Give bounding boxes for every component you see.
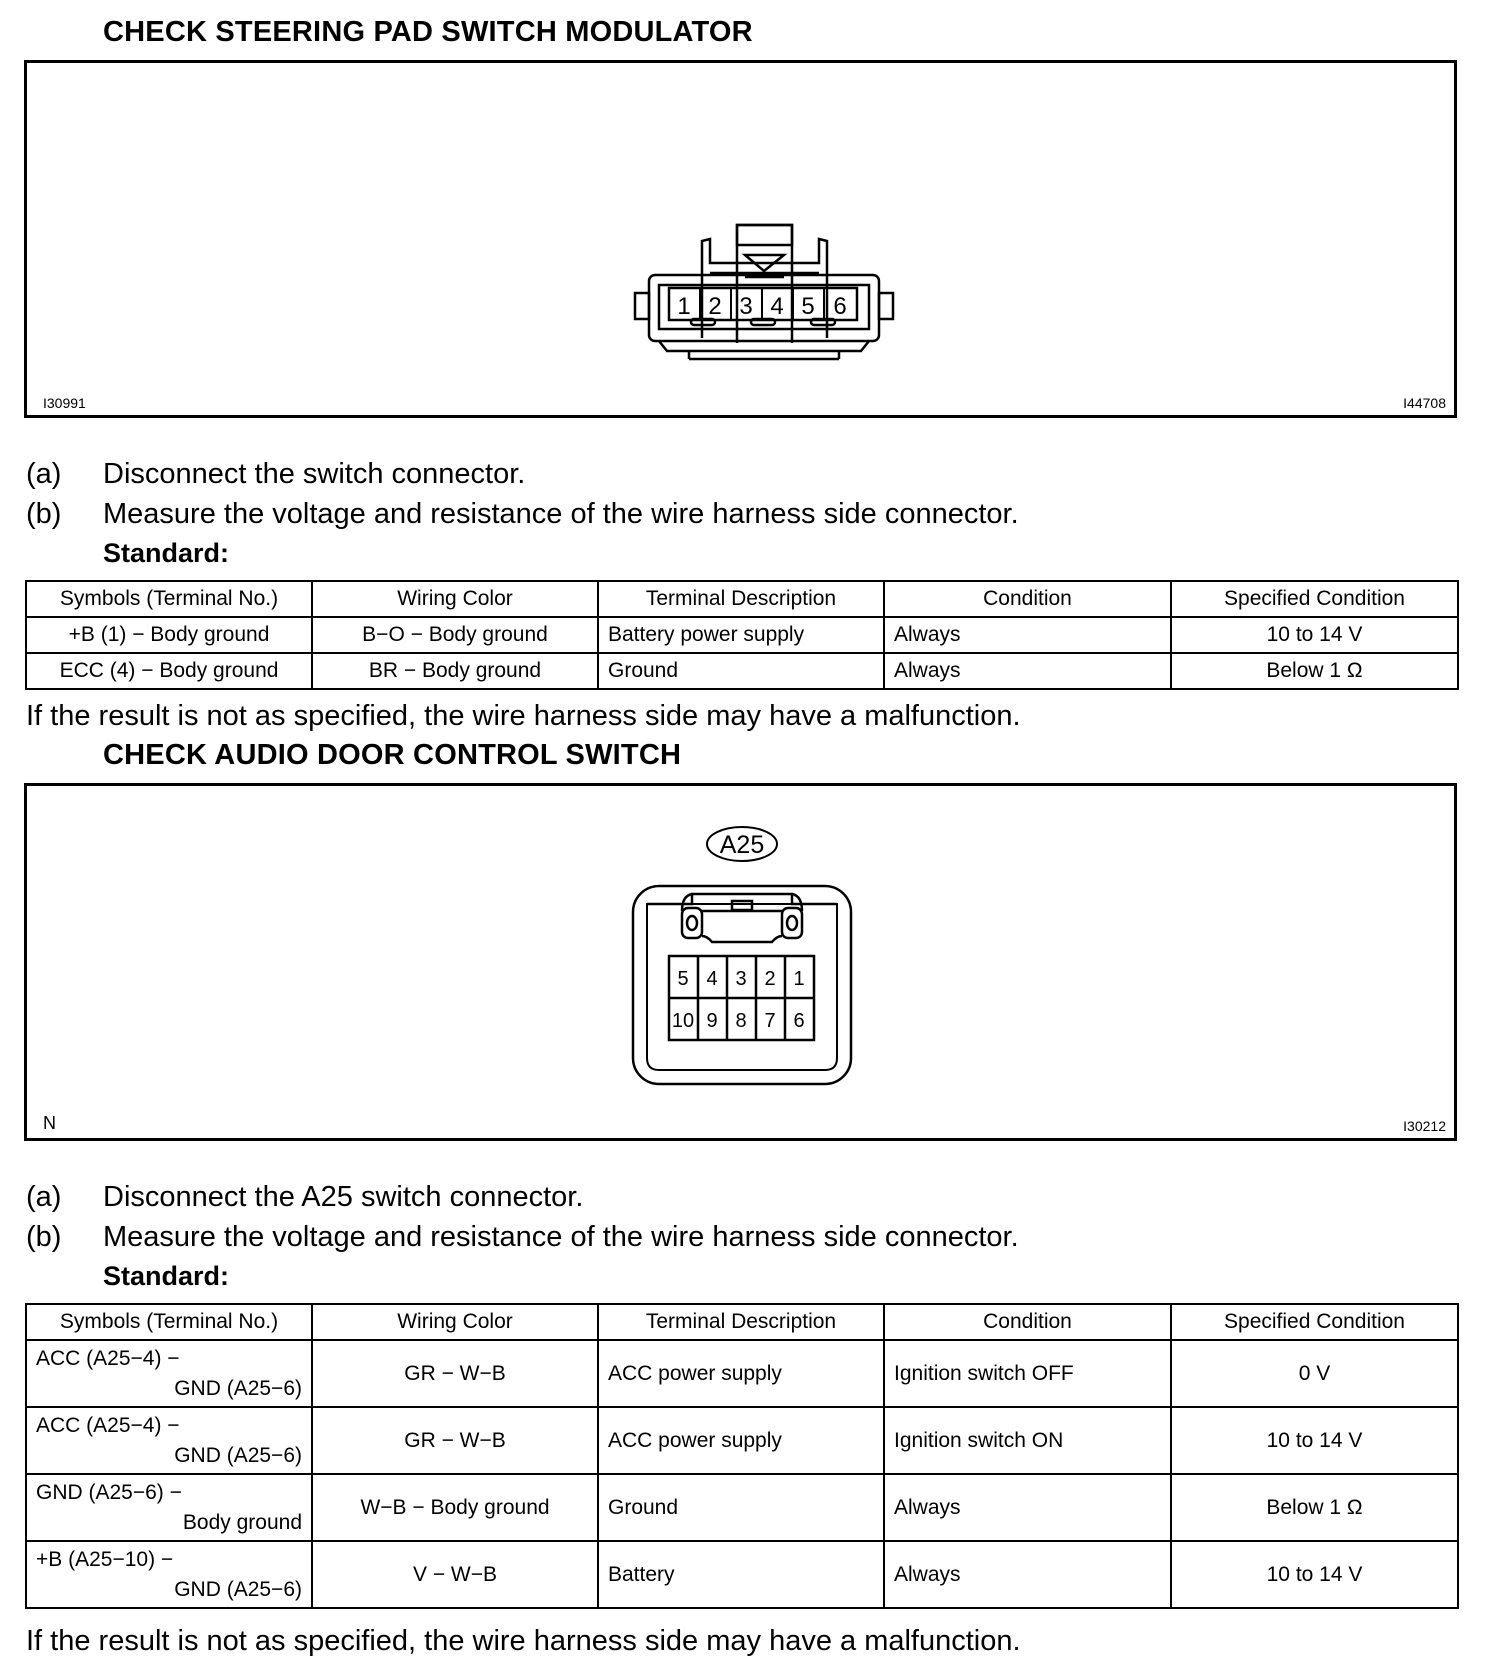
figure-id-left: N	[43, 1113, 56, 1133]
symbol-line-1: ACC (A25−4) −	[36, 1346, 180, 1370]
symbol-line-1: +B (A25−10) −	[36, 1547, 174, 1571]
pin-label: 6	[833, 293, 847, 320]
cell-description: Ground	[598, 1474, 884, 1541]
step-text: Disconnect the A25 switch connector.	[103, 1181, 584, 1213]
pin-label: 3	[739, 293, 753, 320]
connector-label: A25	[719, 831, 765, 859]
pin-label: 6	[793, 1010, 805, 1032]
cell-symbol: +B (1) − Body ground	[26, 617, 312, 653]
cell-symbol: ECC (4) − Body ground	[26, 653, 312, 689]
steering-pad-connector-figure	[24, 60, 1457, 418]
column-header: Condition	[884, 581, 1171, 617]
table-row	[26, 617, 1458, 653]
cell-condition: Always	[884, 1541, 1171, 1608]
step-a	[26, 1181, 583, 1214]
step-text: Measure the voltage and resistance of the wire harness side connector.	[103, 1221, 1019, 1253]
cell-symbol	[26, 1474, 312, 1541]
cell-wiring: B−O − Body ground	[312, 617, 598, 653]
malfunction-note: If the result is not as specified, the wire harness side may have a malfunction.	[26, 700, 1021, 732]
pin-label: 9	[706, 1010, 718, 1032]
table-row	[26, 1407, 1458, 1474]
column-header: Condition	[884, 1304, 1171, 1340]
spec-table-1	[25, 580, 1459, 690]
table-header-row	[26, 1304, 1458, 1340]
cell-spec: Below 1 Ω	[1171, 1474, 1458, 1541]
table-row	[26, 1340, 1458, 1407]
symbol-line-2: Body ground	[182, 1510, 302, 1534]
column-header: Terminal Description	[598, 1304, 884, 1340]
pin-label: 4	[770, 293, 784, 320]
pin-label: 8	[735, 1010, 747, 1032]
column-header: Specified Condition	[1171, 1304, 1458, 1340]
standard-label: Standard:	[103, 538, 230, 568]
symbol-line-1: GND (A25−6) −	[36, 1480, 182, 1504]
column-header: Symbols (Terminal No.)	[26, 581, 312, 617]
standard-label: Standard:	[103, 1261, 230, 1291]
cell-spec: 10 to 14 V	[1171, 1407, 1458, 1474]
column-header: Wiring Color	[312, 581, 598, 617]
step-label: (a)	[26, 458, 62, 490]
cell-spec: 10 to 14 V	[1171, 617, 1458, 653]
cell-symbol	[26, 1541, 312, 1608]
figure-id-right: I44708	[1403, 395, 1446, 411]
step-label: (b)	[26, 1221, 62, 1253]
symbol-line-2: GND (A25−6)	[174, 1376, 302, 1400]
symbol-line-2: GND (A25−6)	[174, 1577, 302, 1601]
table-row	[26, 1541, 1458, 1608]
pin-label: 5	[801, 293, 815, 320]
cell-description: ACC power supply	[598, 1407, 884, 1474]
cell-symbol	[26, 1407, 312, 1474]
cell-description: Battery power supply	[598, 617, 884, 653]
section2-heading: CHECK AUDIO DOOR CONTROL SWITCH	[103, 739, 682, 771]
steering-pad-connector-drawing	[27, 63, 1454, 415]
step-label: (a)	[26, 1181, 62, 1213]
pin-label: 3	[735, 968, 747, 990]
symbol-line-1: ACC (A25−4) −	[36, 1413, 180, 1437]
audio-door-switch-connector-figure	[24, 783, 1457, 1141]
figure-id-right: I30212	[1403, 1118, 1446, 1134]
pin-label: 7	[764, 1010, 776, 1032]
cell-description: ACC power supply	[598, 1340, 884, 1407]
section1-heading: CHECK STEERING PAD SWITCH MODULATOR	[103, 16, 753, 48]
cell-condition: Always	[884, 617, 1171, 653]
table-row	[26, 653, 1458, 689]
step-b	[26, 498, 1019, 531]
cell-spec: 10 to 14 V	[1171, 1541, 1458, 1608]
pin-label: 10	[671, 1010, 695, 1032]
a25-connector-drawing	[27, 786, 1454, 1138]
cell-spec: Below 1 Ω	[1171, 653, 1458, 689]
step-a	[26, 458, 525, 491]
symbol-line-2: GND (A25−6)	[174, 1443, 302, 1467]
step-label: (b)	[26, 498, 62, 530]
cell-spec: 0 V	[1171, 1340, 1458, 1407]
figure-id-left: I30991	[43, 395, 86, 411]
spec-table-2	[25, 1303, 1459, 1609]
pin-label: 1	[677, 293, 691, 320]
pin-label: 2	[708, 293, 722, 320]
table-row	[26, 1474, 1458, 1541]
column-header: Symbols (Terminal No.)	[26, 1304, 312, 1340]
cell-condition: Always	[884, 653, 1171, 689]
cell-condition: Ignition switch OFF	[884, 1340, 1171, 1407]
cell-symbol	[26, 1340, 312, 1407]
cell-wiring: BR − Body ground	[312, 653, 598, 689]
cell-condition: Always	[884, 1474, 1171, 1541]
column-header: Terminal Description	[598, 581, 884, 617]
pin-label: 1	[793, 968, 805, 990]
pin-label: 5	[677, 968, 689, 990]
column-header: Specified Condition	[1171, 581, 1458, 617]
malfunction-note: If the result is not as specified, the wire harness side may have a malfunction.	[26, 1625, 1021, 1657]
cell-description: Ground	[598, 653, 884, 689]
cell-wiring: GR − W−B	[312, 1340, 598, 1407]
pin-label: 2	[764, 968, 776, 990]
table-header-row	[26, 581, 1458, 617]
cell-wiring: V − W−B	[312, 1541, 598, 1608]
column-header: Wiring Color	[312, 1304, 598, 1340]
cell-wiring: W−B − Body ground	[312, 1474, 598, 1541]
step-b	[26, 1221, 1019, 1254]
cell-condition: Ignition switch ON	[884, 1407, 1171, 1474]
cell-description: Battery	[598, 1541, 884, 1608]
step-text: Measure the voltage and resistance of the wire harness side connector.	[103, 498, 1019, 530]
pin-label: 4	[706, 968, 718, 990]
step-text: Disconnect the switch connector.	[103, 458, 526, 490]
cell-wiring: GR − W−B	[312, 1407, 598, 1474]
